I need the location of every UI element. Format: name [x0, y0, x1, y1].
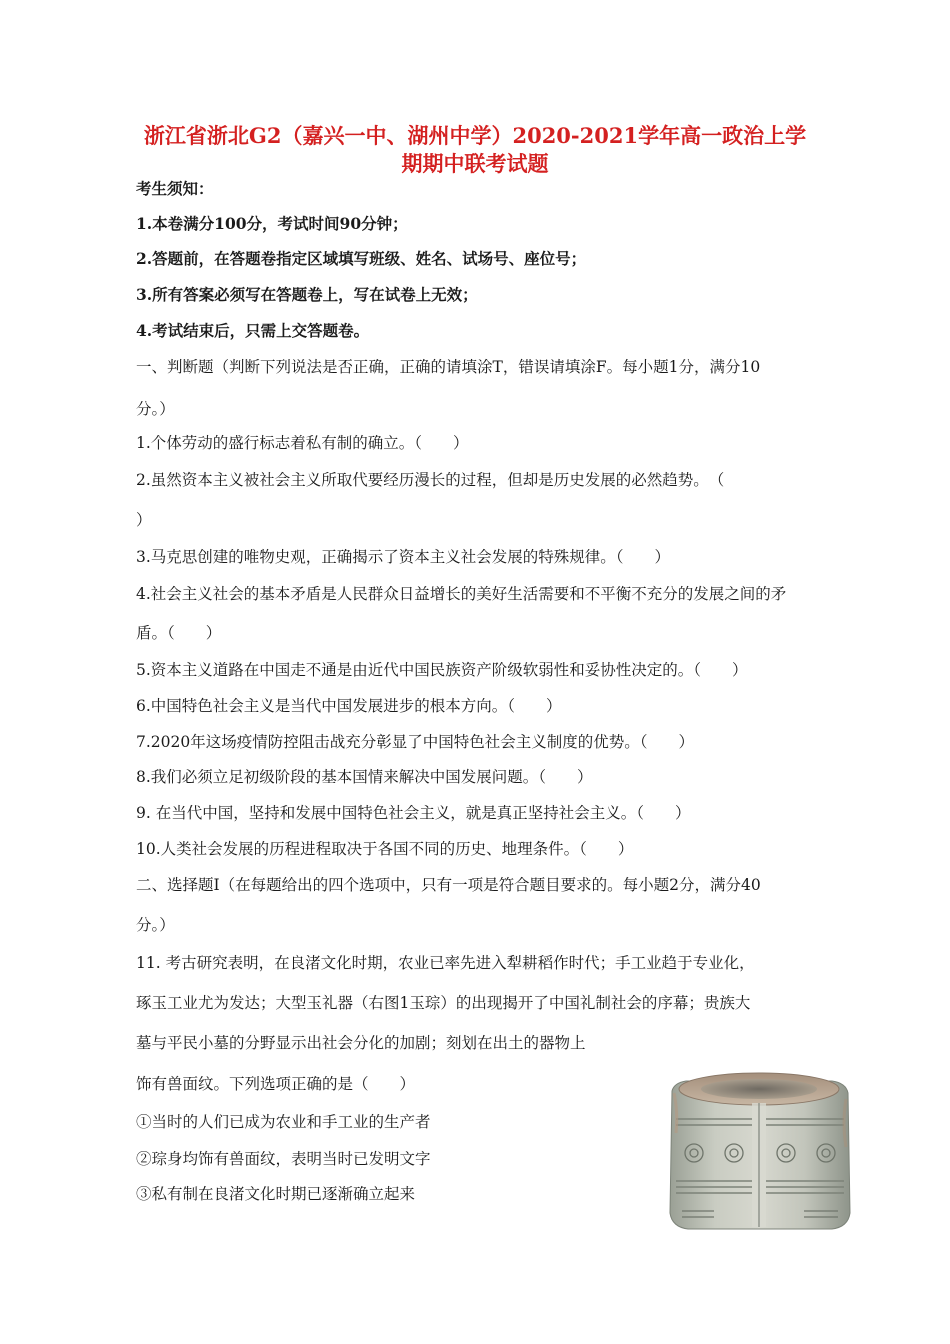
- exam-title-line1: 浙江省浙北G2（嘉兴一中、湖州中学）2020-2021学年高一政治上学: [143, 123, 807, 148]
- question-2-line1: 2.虽然资本主义被社会主义所取代要经历漫长的过程，但却是历史发展的必然趋势。 （: [136, 471, 725, 489]
- question-9: 9. 在当代中国，坚持和发展中国特色社会主义，就是真正坚持社会主义。（ ）: [136, 804, 691, 822]
- option-1: ①当时的人们已成为农业和手工业的生产者: [136, 1113, 431, 1131]
- notice-item-1: 1.本卷满分100分，考试时间90分钟；: [136, 214, 408, 233]
- notice-item-3: 3.所有答案必须写在答题卷上，写在试卷上无效；: [136, 285, 478, 304]
- question-3: 3.马克思创建的唯物史观，正确揭示了资本主义社会发展的特殊规律。（ ）: [136, 548, 671, 566]
- section2-header-line1: 二、选择题Ⅰ（在每题给出的四个选项中，只有一项是符合题目要求的。每小题2分，满分40: [136, 876, 761, 894]
- notice-heading: 考生须知：: [136, 179, 214, 198]
- question-11-line3: 墓与平民小墓的分野显示出社会分化的加剧；刻划在出土的器物上: [136, 1034, 586, 1052]
- question-2-line2: ）: [136, 511, 152, 529]
- section1-header-line1: 一、判断题（判断下列说法是否正确，正确的请填涂T，错误请填涂F。每小题1分，满分10: [136, 358, 761, 376]
- question-1: 1.个体劳动的盛行标志着私有制的确立。（ ）: [136, 434, 469, 452]
- question-4-line2: 盾。（ ）: [136, 624, 222, 642]
- question-4-line1: 4.社会主义社会的基本矛盾是人民群众日益增长的美好生活需要和不平衡不充分的发展之间的矛: [136, 585, 787, 603]
- question-11-line2: 琢玉工业尤为发达；大型玉礼器（右图1玉琮）的出现揭开了中国礼制社会的序幕；贵族大: [136, 994, 751, 1012]
- question-11-line1: 11. 考古研究表明，在良渚文化时期，农业已率先进入犁耕稻作时代；手工业趋于专业化，: [136, 954, 755, 972]
- section2-header-line2: 分。）: [136, 916, 175, 934]
- notice-item-2: 2.答题前，在答题卷指定区域填写班级、姓名、试场号、座位号；: [136, 249, 587, 268]
- question-10: 10.人类社会发展的历程进程取决于各国不同的历史、地理条件。（ ）: [136, 840, 634, 858]
- exam-title-line2: 期期中联考试题: [401, 151, 549, 176]
- jade-cong-image: [664, 1063, 854, 1233]
- question-6: 6.中国特色社会主义是当代中国发展进步的根本方向。（ ）: [136, 697, 562, 715]
- option-3: ③私有制在良渚文化时期已逐渐确立起来: [136, 1185, 416, 1203]
- question-11-line4: 饰有兽面纹。下列选项正确的是（ ）: [136, 1075, 416, 1093]
- question-8: 8.我们必须立足初级阶段的基本国情来解决中国发展问题。（ ）: [136, 768, 593, 786]
- question-7: 7.2020年这场疫情防控阻击战充分彰显了中国特色社会主义制度的优势。（ ）: [136, 733, 694, 751]
- notice-item-4: 4.考试结束后，只需上交答题卷。: [136, 321, 370, 340]
- question-5: 5.资本主义道路在中国走不通是由近代中国民族资产阶级软弱性和妥协性决定的。（ ）: [136, 661, 748, 679]
- option-2: ②琮身均饰有兽面纹，表明当时已发明文字: [136, 1150, 431, 1168]
- section1-header-line2: 分。）: [136, 400, 175, 418]
